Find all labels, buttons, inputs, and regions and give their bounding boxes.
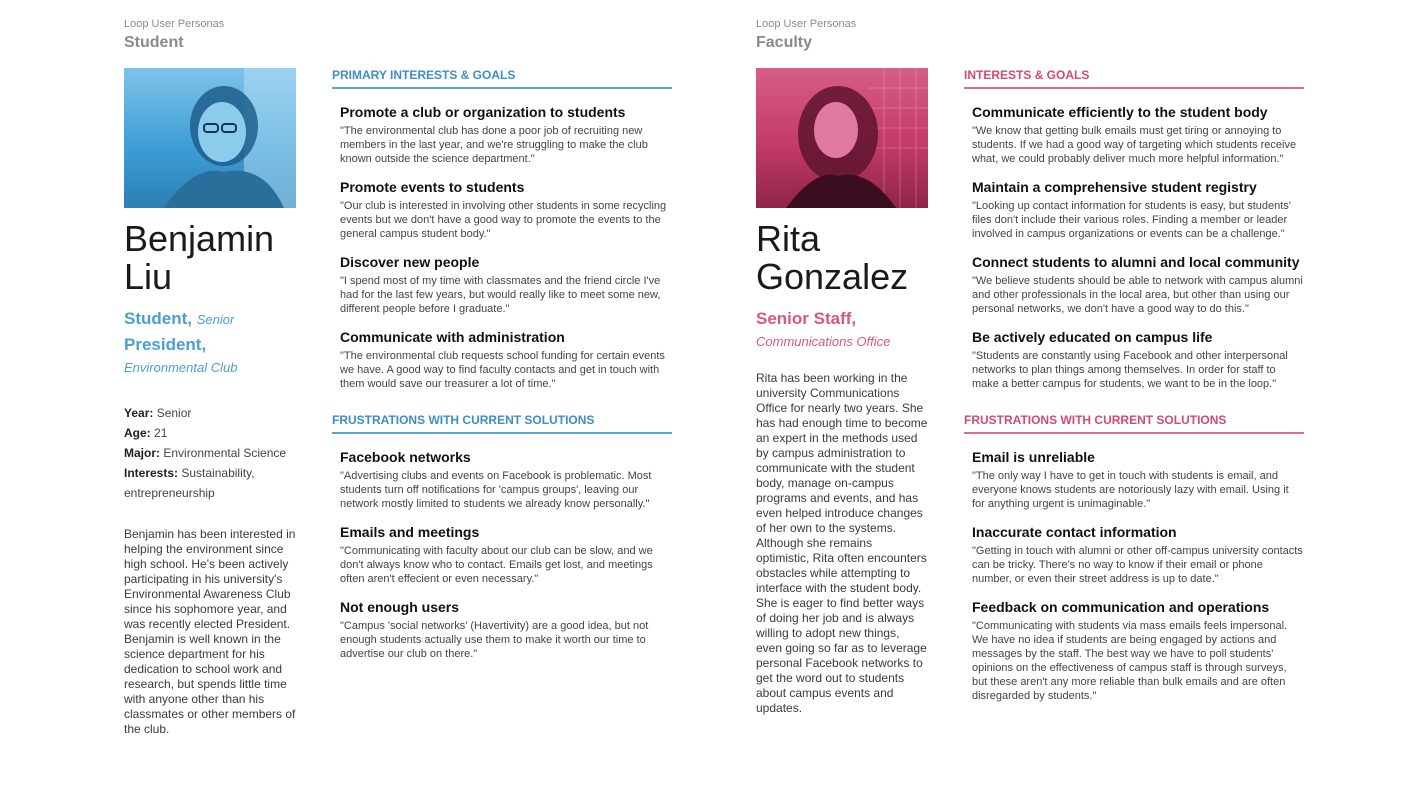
profile-column bbox=[124, 68, 296, 737]
persona-role bbox=[756, 306, 928, 353]
fact-year: Year: Senior bbox=[124, 406, 192, 420]
persona-type: Faculty bbox=[756, 34, 813, 51]
frustrations-heading: FRUSTRATIONS WITH CURRENT SOLUTIONS bbox=[332, 413, 672, 434]
fact-interests: Interests: Sustainability, entrepreneurship bbox=[124, 466, 255, 500]
student-persona bbox=[124, 18, 684, 778]
faculty-persona bbox=[756, 18, 1316, 778]
persona-role bbox=[124, 306, 296, 379]
goals-heading: PRIMARY INTERESTS & GOALS bbox=[332, 68, 672, 89]
frustrations-heading: FRUSTRATIONS WITH CURRENT SOLUTIONS bbox=[964, 413, 1304, 434]
kicker: Loop User Personas bbox=[756, 18, 857, 30]
profile-column bbox=[756, 68, 928, 716]
goal-item: Promote a club or organization to students "The environmental club has done a poor job of recruiting new members in the last year, and we're struggling to make the club known outside the science department." bbox=[340, 104, 648, 165]
frustration-item: Feedback on communication and operations "Communicating with students via mass emails feels impersonal. We have no idea if students are being engaged by actions and messages by the staff. The best way we have to poll students' opinions on the effectiveness of campus staff is through surveys, but these aren't any more reliable than bulk emails and are often disregarded by students." bbox=[972, 599, 1288, 702]
role-year: Senior bbox=[196, 312, 235, 327]
frustration-item: Email is unreliable "The only way I have to get in touch with students is email, and everyone knows students are notoriously lazy with email. Using it for anything urgent is unimaginable." bbox=[972, 449, 1289, 510]
persona-photo bbox=[756, 68, 928, 208]
role-position: President, bbox=[124, 335, 207, 354]
goal-item: Be actively educated on campus life "Students are constantly using Facebook and other interpersonal networks to plan things among themselves. In order for staff to make a better campus for students, we want to be in the loop." bbox=[972, 329, 1288, 390]
first-name: Benjamin bbox=[124, 218, 275, 259]
last-name: Gonzalez bbox=[756, 256, 909, 297]
goals-column bbox=[964, 68, 1304, 715]
frustration-item: Facebook networks "Advertising clubs and events on Facebook is problematic. Most students turn off notifications for 'campus groups', leaving our network mostly limited to students we already know personally." bbox=[340, 449, 652, 510]
persona-photo bbox=[124, 68, 296, 208]
persona-bio: Benjamin has been interested in helping the environment since high school. He's been actively participating in his university's Environmental Awareness Club since his sophomore year, and was recently elected President. Benjamin is well known in the science department for his dedication to school work and research, but spends little time with anyone other than his classmates or other members of the club. bbox=[124, 527, 296, 736]
frustration-item: Emails and meetings "Communicating with faculty about our club can be slow, and we don't always know who to contact. Emails get lost, and meetings often aren't effecient or even necessary." bbox=[340, 524, 653, 585]
fact-age: Age: 21 bbox=[124, 426, 168, 440]
role-title: Senior Staff, bbox=[756, 309, 857, 328]
goals-heading: INTERESTS & GOALS bbox=[964, 68, 1304, 89]
goal-item: Communicate with administration "The environmental club requests school funding for certain events we have. A good way to find faculty contacts and get in touch with them would save our treasurer a lot of time." bbox=[340, 329, 665, 390]
frustration-item: Not enough users "Campus 'social networks' (Havertivity) are a good idea, but not enough students actually use them to make it worth our time to advertise our club on there." bbox=[340, 599, 649, 660]
goal-item: Discover new people "I spend most of my time with classmates and the friend circle I've had for the last few years, but would really like to meet some new, different people before I graduate." bbox=[340, 254, 661, 315]
persona-type: Student bbox=[124, 34, 184, 51]
persona-name bbox=[756, 220, 928, 296]
persona-name bbox=[124, 220, 296, 296]
goal-item: Promote events to students "Our club is interested in involving other students in some recycling events but we don't have a good way to promote the events to the general campus student body." bbox=[340, 179, 667, 240]
last-name: Liu bbox=[124, 256, 173, 297]
goals-column bbox=[332, 68, 672, 673]
goal-item: Communicate efficiently to the student body "We know that getting bulk emails must get tiring or annoying to students. If we had a good way of targeting which students receive what, we could probably deliver much more helpful information." bbox=[972, 104, 1297, 165]
first-name: Rita bbox=[756, 218, 821, 259]
role-organization: Environmental Club bbox=[124, 360, 238, 375]
kicker: Loop User Personas bbox=[124, 18, 225, 30]
persona-facts bbox=[124, 403, 296, 503]
role-title: Student, bbox=[124, 309, 192, 328]
persona-bio: Rita has been working in the university Communications Office for nearly two years. She has had enough time to become an expert in the methods used by campus administration to communicate with the student body, manage on-campus programs and events, and has even helped introduce changes of her own to the systems. Although she remains optimistic, Rita often encounters obstacles while attempting to interface with the student body. She is eager to find better ways of doing her job and is always willing to adopt new things, even going so far as to leverage personal Facebook networks to get the word out to students about campus events and updates. bbox=[756, 371, 928, 715]
role-office: Communications Office bbox=[756, 334, 891, 349]
goal-item: Connect students to alumni and local community "We believe students should be able to network with campus alumni and other professionals in the local area, but other than using our personal networks, we don't have a good way to do this." bbox=[972, 254, 1303, 315]
goal-item: Maintain a comprehensive student registry "Looking up contact information for students is easy, but students' files don't include their various roles. Finding a member or leader involved in campus organizations or events can be a challenge." bbox=[972, 179, 1291, 240]
fact-major: Major: Environmental Science bbox=[124, 446, 287, 460]
frustration-item: Inaccurate contact information "Getting in touch with alumni or other off-campus university contacts can be tricky. There's no way to know if their email or phone number, or even their street address is up to date." bbox=[972, 524, 1303, 585]
